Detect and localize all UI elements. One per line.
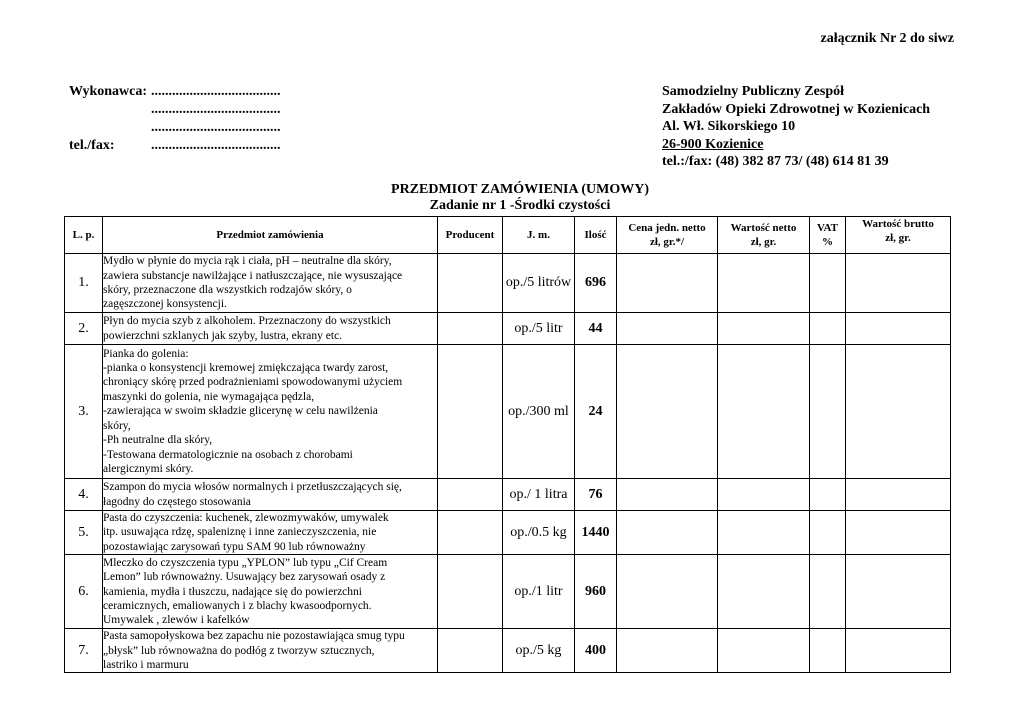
header-vat: VAT % — [810, 217, 846, 254]
row-lp: 5. — [65, 511, 103, 555]
buyer-line-4: 26-900 Kozienice — [662, 136, 764, 152]
row-gross-value-cell[interactable] — [846, 254, 951, 313]
row-producer-cell[interactable] — [438, 345, 503, 479]
row-vat-cell[interactable] — [810, 629, 846, 673]
table-row — [65, 313, 951, 345]
row-unit-price-cell[interactable] — [617, 313, 718, 345]
row-gross-value-cell[interactable] — [846, 629, 951, 673]
telfax-label: tel./fax: — [69, 138, 115, 153]
row-description — [103, 254, 438, 313]
table-row — [65, 511, 951, 555]
row-quantity: 400 — [575, 629, 617, 673]
row-net-value-cell[interactable] — [718, 254, 810, 313]
description-line: Pianka do golenia: — [103, 347, 189, 360]
attachment-label: załącznik Nr 2 do siwz — [820, 31, 954, 46]
table-row — [65, 254, 951, 313]
header-producer: Producent — [438, 217, 503, 254]
description-line: Umywalek , zlewów i kafelków — [103, 614, 250, 627]
description-line: Lemon” lub równoważny. Usuwający bez zarysowań osady z — [103, 571, 386, 584]
row-net-value-cell[interactable] — [718, 345, 810, 479]
contractor-field-1[interactable]: ..................................... — [151, 84, 281, 99]
row-unit: op./5 litr — [503, 313, 575, 345]
row-gross-value-cell[interactable] — [846, 345, 951, 479]
row-vat-cell[interactable] — [810, 555, 846, 629]
description-line: skóry, przeznaczone dla wszystkich rodzajów skóry, o — [103, 284, 352, 296]
description-line: zagęszczonej konsystencji. — [103, 298, 227, 311]
buyer-line-5: tel.:/fax: (48) 382 87 73/ (48) 614 81 39 — [662, 154, 889, 169]
table-row — [65, 555, 951, 629]
description-line: itp. usuwająca rdzę, spaleniznę i inne zanieczyszczenia, nie — [103, 526, 377, 539]
description-line: -Ph neutralne dla skóry, — [103, 434, 213, 447]
contractor-block — [69, 83, 281, 155]
contractor-field-2[interactable]: ..................................... — [151, 102, 281, 117]
row-producer-cell[interactable] — [438, 555, 503, 629]
buyer-line-1: Samodzielny Publiczny Zespół — [662, 84, 845, 99]
description-line: Szampon do mycia włosów normalnych i przetłuszczających się, — [103, 481, 402, 494]
contractor-field-3[interactable]: ..................................... — [151, 120, 281, 135]
description-line: Pasta samopołyskowa bez zapachu nie pozostawiająca smug typu — [103, 630, 405, 643]
description-line: lastriko i marmuru — [103, 659, 189, 672]
table-row — [65, 629, 951, 673]
row-description — [103, 345, 438, 479]
row-unit-price-cell[interactable] — [617, 511, 718, 555]
description-line: Płyn do mycia szyb z alkoholem. Przeznaczony do wszystkich — [103, 315, 391, 328]
description-line: alergicznymi skóry. — [103, 462, 194, 475]
row-net-value-cell[interactable] — [718, 511, 810, 555]
description-line: Mydło w płynie do mycia rąk i ciała, pH – neutralne dla skóry, — [103, 255, 392, 268]
row-description — [103, 479, 438, 511]
document-heading — [0, 182, 1024, 214]
row-producer-cell[interactable] — [438, 629, 503, 673]
header-unit: J. m. — [503, 217, 575, 254]
header-lp: L. p. — [65, 217, 103, 254]
row-lp: 3. — [65, 345, 103, 479]
table-row — [65, 479, 951, 511]
row-producer-cell[interactable] — [438, 479, 503, 511]
row-producer-cell[interactable] — [438, 313, 503, 345]
row-unit: op./5 litrów — [503, 254, 575, 313]
row-lp: 6. — [65, 555, 103, 629]
row-description — [103, 629, 438, 673]
row-quantity: 76 — [575, 479, 617, 511]
telfax-field[interactable]: ..................................... — [151, 138, 281, 153]
row-quantity: 696 — [575, 254, 617, 313]
row-description — [103, 555, 438, 629]
header-gross-value: Wartość brutto zł, gr. — [846, 217, 951, 254]
contractor-label: Wykonawca: — [69, 84, 148, 99]
row-unit: op./300 ml — [503, 345, 575, 479]
buyer-line-2: Zakładów Opieki Zdrowotnej w Kozienicach — [662, 101, 931, 117]
header-item: Przedmiot zamówienia — [103, 217, 438, 254]
row-unit-price-cell[interactable] — [617, 629, 718, 673]
row-producer-cell[interactable] — [438, 254, 503, 313]
header-net-value: Wartość netto zł, gr. — [718, 217, 810, 254]
row-quantity: 44 — [575, 313, 617, 345]
row-gross-value-cell[interactable] — [846, 313, 951, 345]
header-unit-price: Cena jedn. netto zł, gr.*/ — [617, 217, 718, 254]
row-quantity: 1440 — [575, 511, 617, 555]
buyer-line-3: Al. Wł. Sikorskiego 10 — [662, 119, 796, 134]
row-net-value-cell[interactable] — [718, 629, 810, 673]
description-line: skóry, — [103, 419, 131, 432]
table-row — [65, 345, 951, 479]
description-line: -Testowana dermatologicznie na osobach z chorobami — [103, 448, 353, 461]
row-net-value-cell[interactable] — [718, 555, 810, 629]
row-lp: 2. — [65, 313, 103, 345]
row-vat-cell[interactable] — [810, 479, 846, 511]
description-line: Mleczko do czyszczenia typu „YPLON” lub typu „Cif Cream — [103, 556, 388, 569]
description-line: powierzchni szklanych jak szyby, lustra, ekrany etc. — [103, 329, 343, 342]
heading-subtitle: Zadanie nr 1 -Środki czystości — [429, 198, 611, 213]
row-unit-price-cell[interactable] — [617, 345, 718, 479]
row-gross-value-cell[interactable] — [846, 479, 951, 511]
description-line: „błysk” lub równoważna do podłóg z tworzyw sztucznych, — [103, 644, 375, 657]
row-vat-cell[interactable] — [810, 313, 846, 345]
row-unit: op./ 1 litra — [503, 479, 575, 511]
description-line: kamienia, mydła i tłuszczu, nadające się do powierzchni — [103, 585, 362, 598]
description-line: ceramicznych, emaliowanych i z blachy kwasoodpornych. — [103, 599, 372, 612]
row-gross-value-cell[interactable] — [846, 555, 951, 629]
header-qty: Ilość — [575, 217, 617, 254]
description-line: -zawierająca w swoim składzie glicerynę w celu nawilżenia — [103, 405, 378, 418]
row-unit: op./0.5 kg — [503, 511, 575, 555]
row-unit-price-cell[interactable] — [617, 555, 718, 629]
row-description — [103, 313, 438, 345]
row-lp: 1. — [65, 254, 103, 313]
description-line: chroniący skórę przed podrażnieniami spowodowanymi użyciem — [103, 376, 403, 389]
row-gross-value-cell[interactable] — [846, 511, 951, 555]
buyer-block — [662, 83, 930, 171]
row-quantity: 960 — [575, 555, 617, 629]
description-line: Pasta do czyszczenia: kuchenek, zlewozmywaków, umywalek — [103, 512, 389, 524]
row-lp: 7. — [65, 629, 103, 673]
row-unit-price-cell[interactable] — [617, 254, 718, 313]
row-quantity: 24 — [575, 345, 617, 479]
description-line: pozostawiając zarysowań typu SAM 90 lub równoważny — [103, 540, 366, 553]
row-lp: 4. — [65, 479, 103, 511]
row-vat-cell[interactable] — [810, 345, 846, 479]
row-vat-cell[interactable] — [810, 511, 846, 555]
row-net-value-cell[interactable] — [718, 313, 810, 345]
row-description — [103, 511, 438, 555]
order-table — [64, 216, 951, 673]
heading-title: PRZEDMIOT ZAMÓWIENIA (UMOWY) — [391, 182, 649, 197]
description-line: łagodny do częstego stosowania — [103, 495, 251, 508]
row-vat-cell[interactable] — [810, 254, 846, 313]
description-line: -pianka o konsystencji kremowej zmiękczająca twardy zarost, — [103, 362, 389, 375]
description-line: zawiera substancje nawilżające i natłuszczające, nie wysuszające — [103, 269, 403, 282]
row-unit-price-cell[interactable] — [617, 479, 718, 511]
description-line: maszynki do golenia, nie wymagająca pędzla, — [103, 390, 315, 403]
row-net-value-cell[interactable] — [718, 479, 810, 511]
row-producer-cell[interactable] — [438, 511, 503, 555]
row-unit: op./5 kg — [503, 629, 575, 673]
row-unit: op./1 litr — [503, 555, 575, 629]
